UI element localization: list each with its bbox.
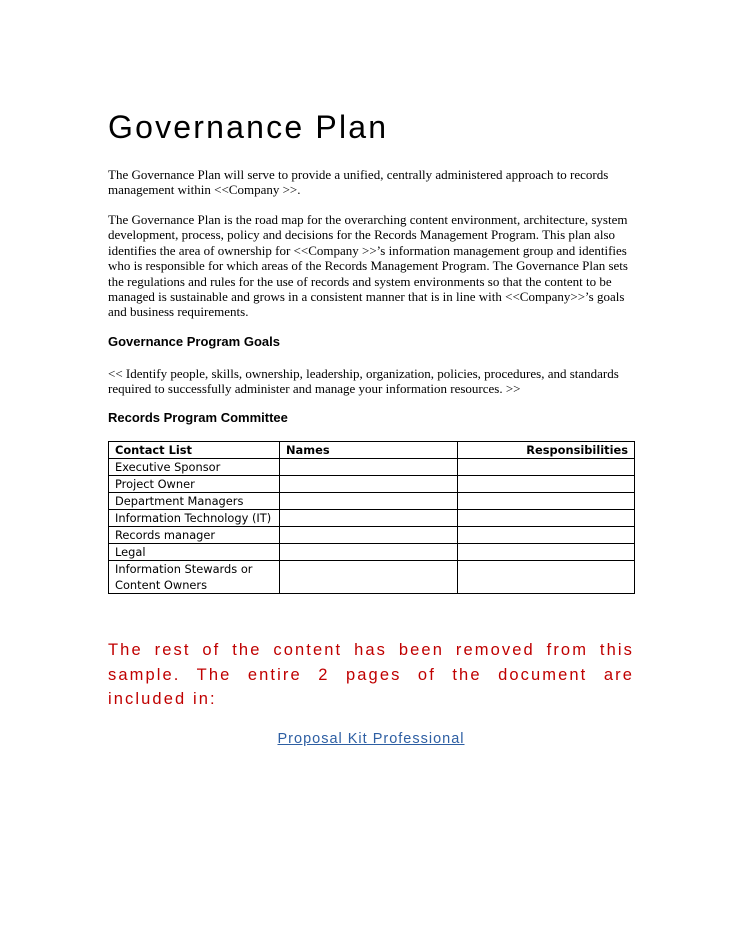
- page-title: Governance Plan: [108, 109, 389, 145]
- responsibilities-cell[interactable]: [458, 527, 635, 544]
- table-row: [109, 561, 635, 594]
- contact-cell: Legal: [109, 544, 280, 561]
- table-row: [109, 459, 635, 476]
- notice-line: sample. The entire 2 pages of the document are: [108, 665, 634, 684]
- notice-line: The rest of the content has been removed from this: [108, 641, 634, 659]
- header-contact-list: Contact List: [109, 442, 280, 459]
- responsibilities-cell[interactable]: [458, 459, 635, 476]
- names-cell[interactable]: [280, 459, 458, 476]
- goals-heading: Governance Program Goals: [108, 334, 280, 349]
- names-cell[interactable]: [280, 544, 458, 561]
- responsibilities-cell[interactable]: [458, 544, 635, 561]
- contact-line: Information Stewards or: [115, 562, 253, 576]
- header-names: Names: [280, 442, 458, 459]
- contact-cell: [109, 561, 280, 594]
- table-row: [109, 493, 635, 510]
- contact-cell: Records manager: [109, 527, 280, 544]
- content-removed-notice: [108, 638, 634, 712]
- table-row: [109, 527, 635, 544]
- responsibilities-cell[interactable]: [458, 476, 635, 493]
- names-cell[interactable]: [280, 527, 458, 544]
- contact-cell: Executive Sponsor: [109, 459, 280, 476]
- committee-heading: Records Program Committee: [108, 410, 288, 425]
- notice-line: included in:: [108, 690, 217, 708]
- table-row: [109, 544, 635, 561]
- names-cell[interactable]: [280, 561, 458, 594]
- intro-paragraph: The Governance Plan will serve to provide a unified, centrally administered approach to records management within <<Company >>.: [108, 167, 609, 198]
- table-row: [109, 476, 635, 493]
- table-header-row: [109, 442, 635, 459]
- contact-cell: Department Managers: [109, 493, 280, 510]
- proposal-kit-link[interactable]: Proposal Kit Professional: [277, 731, 465, 747]
- committee-table: [108, 441, 635, 594]
- goals-paragraph: << Identify people, skills, ownership, leadership, organization, policies, procedures, and standards required to successfully administer and manage your information resources. >>: [108, 366, 619, 397]
- contact-line: Content Owners: [115, 578, 208, 592]
- responsibilities-cell[interactable]: [458, 493, 635, 510]
- contact-cell: Project Owner: [109, 476, 280, 493]
- roadmap-paragraph: The Governance Plan is the road map for the overarching content environment, architecture, system development, process, policy and decisions for the Records Management Program. This plan also identifies the area of ownership for <<Company >>’s information management group and identifies who is responsible for which areas of the Records Management Program. The Governance Plan sets the regulations and rules for the use of records and system environments so that the content to be managed is sustainable and grows in a consistent manner that is in line with <<Company>>’s goals and business requirements.: [108, 212, 628, 320]
- names-cell[interactable]: [280, 476, 458, 493]
- contact-cell: Information Technology (IT): [109, 510, 280, 527]
- table-row: [109, 510, 635, 527]
- names-cell[interactable]: [280, 493, 458, 510]
- responsibilities-cell[interactable]: [458, 510, 635, 527]
- responsibilities-cell[interactable]: [458, 561, 635, 594]
- names-cell[interactable]: [280, 510, 458, 527]
- header-responsibilities: Responsibilities: [458, 442, 635, 459]
